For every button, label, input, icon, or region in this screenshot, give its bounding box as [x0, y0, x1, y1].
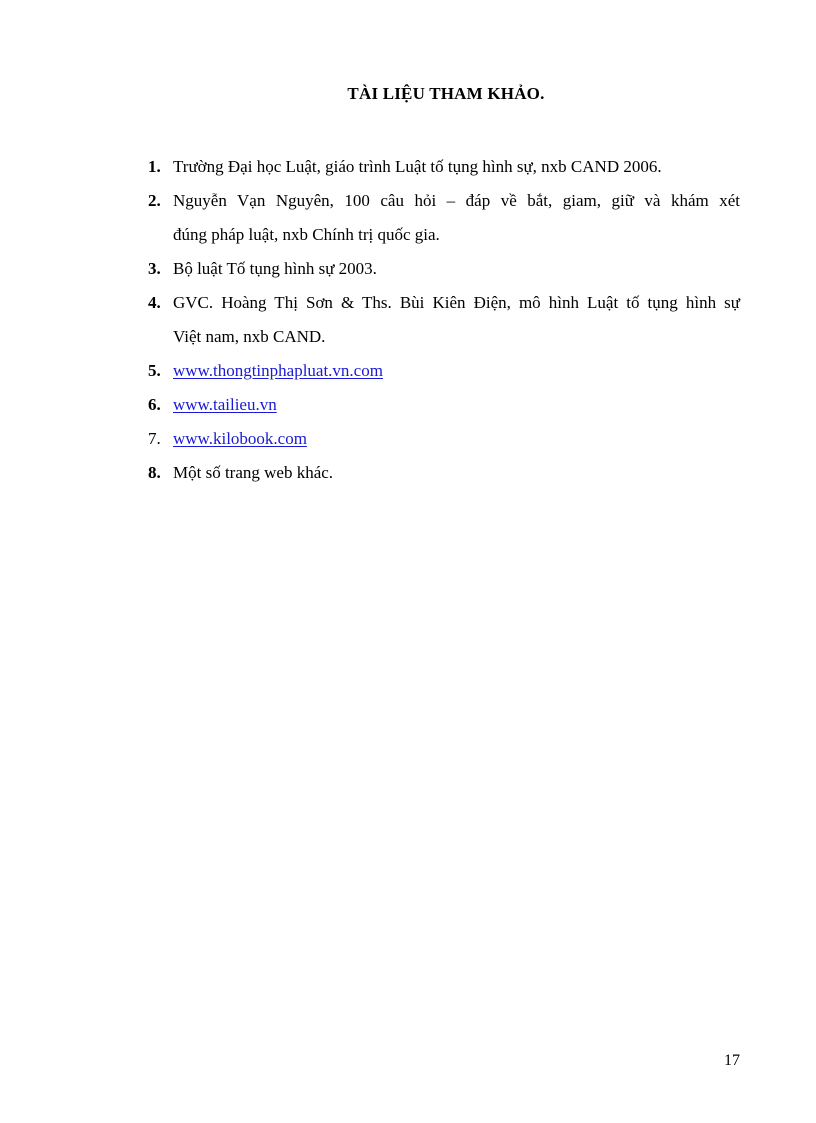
reference-item-4	[148, 286, 740, 354]
reference-text-line: GVC. Hoàng Thị Sơn & Ths. Bùi Kiên Điện, mô hình Luật tố tụng hình sự	[173, 293, 740, 312]
reference-item-5	[148, 354, 740, 388]
reference-list	[148, 150, 740, 490]
reference-item-1	[148, 150, 740, 184]
reference-link[interactable]: www.kilobook.com	[173, 429, 307, 448]
reference-text	[173, 388, 740, 422]
reference-number: 3.	[148, 259, 161, 278]
reference-number: 2.	[148, 191, 161, 210]
reference-text-line: đúng pháp luật, nxb Chính trị quốc gia.	[173, 225, 440, 244]
page-number: 17	[724, 1052, 740, 1069]
reference-text	[173, 422, 740, 456]
reference-item-7	[148, 422, 740, 456]
reference-link[interactable]: www.tailieu.vn	[173, 395, 277, 414]
reference-text	[173, 354, 740, 388]
reference-number: 5.	[148, 361, 161, 380]
reference-item-8	[148, 456, 740, 490]
reference-text-line: Nguyễn Vạn Nguyên, 100 câu hỏi – đáp về bắt, giam, giữ và khám xét	[173, 191, 740, 210]
reference-link[interactable]: www.thongtinphapluat.vn.com	[173, 361, 383, 380]
reference-number: 4.	[148, 293, 161, 312]
reference-text: Trường Đại học Luật, giáo trình Luật tố tụng hình sự, nxb CAND 2006.	[173, 157, 662, 176]
reference-text	[173, 184, 740, 252]
reference-item-3	[148, 252, 740, 286]
reference-number: 1.	[148, 157, 161, 176]
page-title: TÀI LIỆU THAM KHẢO.	[347, 84, 545, 103]
reference-text: Bộ luật Tố tụng hình sự 2003.	[173, 259, 377, 278]
reference-item-2	[148, 184, 740, 252]
reference-item-6	[148, 388, 740, 422]
reference-text	[173, 286, 740, 354]
reference-text: Một số trang web khác.	[173, 463, 334, 482]
reference-number: 8.	[148, 463, 161, 482]
reference-text-line: Việt nam, nxb CAND.	[173, 327, 326, 346]
reference-number: 6.	[148, 395, 161, 414]
reference-number: 7.	[148, 429, 161, 448]
